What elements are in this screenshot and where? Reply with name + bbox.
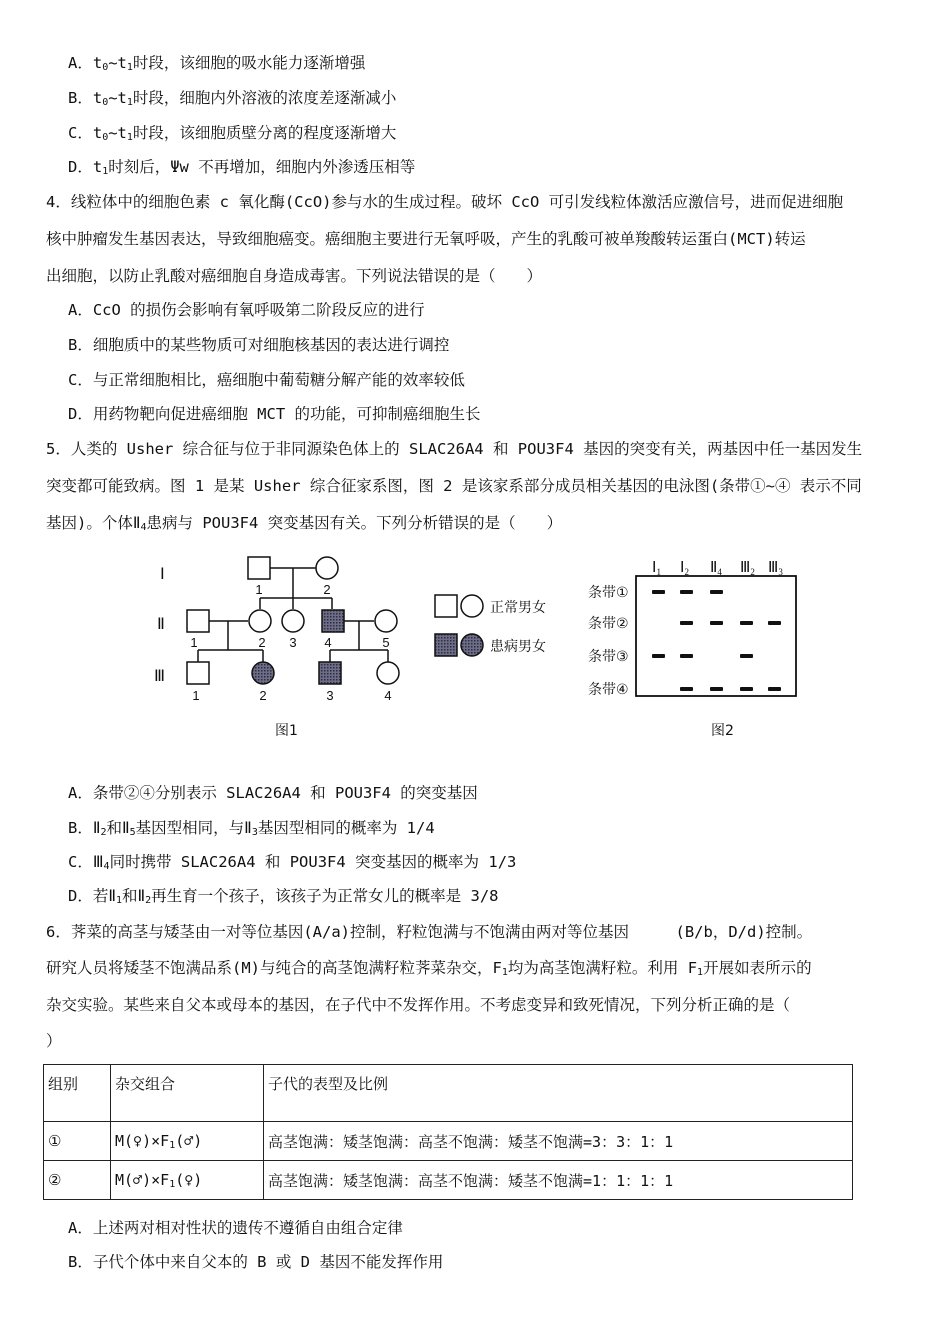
lane-label: $Ⅰ_1$	[652, 560, 661, 577]
band-row-label: 条带②	[588, 616, 629, 632]
gel-band	[710, 621, 723, 625]
gen-label-I: Ⅰ	[160, 566, 165, 583]
lane-label: $Ⅲ_3$	[768, 560, 783, 577]
pedigree-III2-female-affected	[252, 662, 274, 684]
gen-label-III: Ⅲ	[154, 668, 166, 685]
q6-stem-line-3: 杂交实验。某些来自父本或母本的基因，在子代中不发挥作用。不考虑变异和致死情况，下列分析正确的是（	[46, 996, 791, 1014]
cross-results-table	[43, 1064, 853, 1200]
q4-option-c: C．与正常细胞相比，癌细胞中葡萄糖分解产能的效率较低	[68, 371, 465, 389]
gel-band	[710, 590, 723, 594]
lane-label: $Ⅱ_4$	[710, 560, 722, 577]
q5-stem-line-2: 突变都可能致病。图 1 是某 Usher 综合征家系图，图 2 是该家系部分成员相关基因的电泳图(条带①~④ 表示不同	[46, 477, 862, 495]
pedigree-num: 1	[192, 688, 200, 703]
table-cell-cross: $M(♀)\times F_1(♂)$	[111, 1122, 264, 1161]
q4-stem-line-1: 4．线粒体中的细胞色素 c 氧化酶(CcO)参与水的生成过程。破坏 CcO 可引发线粒体激活应激信号，进而促进细胞	[46, 193, 844, 211]
pedigree-num: 5	[382, 635, 390, 650]
q3-option-a: A．$t_0\sim t_1$时段，该细胞的吸水能力逐渐增强	[68, 54, 366, 73]
pedigree-num: 4	[384, 688, 392, 703]
gel-band	[680, 590, 693, 594]
q5-option-b: B．$Ⅱ_2$和$Ⅱ_5$基因型相同，与$Ⅱ_3$基因型相同的概率为 1/4	[68, 819, 435, 838]
legend-affected-female-symbol	[461, 634, 483, 656]
legend-normal-female-symbol	[461, 595, 483, 617]
q6-option-a: A．上述两对相对性状的遗传不遵循自由组合定律	[68, 1219, 403, 1237]
legend-normal-label: 正常男女	[490, 600, 546, 616]
q5-stem-line-3: 基因)。个体$Ⅱ_4$患病与 POU3F4 突变基因有关。下列分析错误的是（ ）	[46, 514, 563, 533]
q3-option-b: B．$t_0\sim t_1$时段，细胞内外溶液的浓度差逐渐减小	[68, 89, 397, 108]
q4-option-b: B．细胞质中的某些物质可对细胞核基因的表达进行调控	[68, 336, 450, 354]
gel-band	[710, 687, 723, 691]
q6-option-b: B．子代个体中来自父本的 B 或 D 基因不能发挥作用	[68, 1253, 444, 1271]
q6-stem-line-4: ）	[46, 1032, 62, 1050]
band-row-label: 条带①	[588, 585, 629, 601]
pedigree-III3-male-affected	[319, 662, 341, 684]
band-row-label: 条带③	[588, 649, 629, 665]
legend-affected-male-symbol	[435, 634, 457, 656]
gel-band	[768, 687, 781, 691]
pedigree-II2-female	[249, 610, 271, 632]
pedigree-III1-male	[187, 662, 209, 684]
table-header-row	[44, 1065, 853, 1122]
table-cell-result: 高茎饱满：矮茎饱满：高茎不饱满：矮茎不饱满=3：3：1：1	[264, 1122, 853, 1161]
table-cell-group: ②	[44, 1161, 111, 1200]
q4-stem-line-3: 出细胞，以防止乳酸对癌细胞自身造成毒害。下列说法错误的是（ ）	[46, 267, 543, 285]
pedigree-num: 2	[323, 582, 331, 597]
figure-2-caption: 图2	[711, 723, 734, 739]
q6-stem-line-2: 研究人员将矮茎不饱满品系(M)与纯合的高茎饱满籽粒荠菜杂交，$F_1$均为高茎饱满籽粒。利用 $F_1$开展如表所示的	[46, 959, 812, 978]
pedigree-num: 1	[255, 582, 263, 597]
gel-band	[680, 654, 693, 658]
band-row-label: 条带④	[588, 682, 629, 698]
table-header-cell: 杂交组合	[111, 1065, 264, 1122]
lane-label: $Ⅰ_2$	[680, 560, 689, 577]
pedigree-num: 4	[324, 635, 332, 650]
q3-option-c: C．$t_0\sim t_1$时段，该细胞质壁分离的程度逐渐增大	[68, 124, 397, 143]
pedigree-num: 3	[326, 688, 334, 703]
pedigree-I2-female	[316, 557, 338, 579]
table-header-cell: 组别	[44, 1065, 111, 1122]
q5-option-c: C．$Ⅲ_4$同时携带 SLAC26A4 和 POU3F4 突变基因的概率为 1/3	[68, 853, 517, 872]
lane-label: $Ⅲ_2$	[740, 560, 755, 577]
table-cell-group: ①	[44, 1122, 111, 1161]
gel-band	[652, 590, 665, 594]
pedigree-I1-male	[248, 557, 270, 579]
gel-band	[768, 621, 781, 625]
legend-normal-male-symbol	[435, 595, 457, 617]
gel-band	[652, 654, 665, 658]
q4-option-d: D．用药物靶向促进癌细胞 MCT 的功能，可抑制癌细胞生长	[68, 405, 481, 423]
q3-option-d: D．$t_1$时刻后，Ψw 不再增加，细胞内外渗透压相等	[68, 158, 416, 177]
q4-stem-line-2: 核中肿瘤发生基因表达，导致细胞癌变。癌细胞主要进行无氧呼吸，产生的乳酸可被单羧酸转运蛋白(MCT)转运	[46, 230, 806, 248]
legend-affected-label: 患病男女	[490, 639, 546, 655]
table-cell-cross: $M(♂)\times F_1(♀)$	[111, 1161, 264, 1200]
figure-1-caption: 图1	[275, 723, 298, 739]
pedigree-III4-female	[377, 662, 399, 684]
q5-option-d: D．若$Ⅱ_1$和$Ⅱ_2$再生育一个孩子，该孩子为正常女儿的概率是 3/8	[68, 887, 499, 906]
gel-band	[740, 654, 753, 658]
table-row	[44, 1122, 853, 1161]
q5-option-a: A．条带②④分别表示 SLAC26A4 和 POU3F4 的突变基因	[68, 784, 478, 802]
table-cell-result: 高茎饱满：矮茎饱满：高茎不饱满：矮茎不饱满=1：1：1：1	[264, 1161, 853, 1200]
gen-label-II: Ⅱ	[157, 616, 165, 633]
table-row	[44, 1161, 853, 1200]
electrophoresis-figure	[588, 550, 818, 750]
gel-band	[740, 621, 753, 625]
pedigree-num: 2	[259, 688, 267, 703]
q6-stem-line-1: 6．荠菜的高茎与矮茎由一对等位基因(A/a)控制，籽粒饱满与不饱满由两对等位基因 (B/b，D/d)控制。	[46, 923, 813, 941]
pedigree-figure	[150, 550, 570, 750]
q4-option-a: A．CcO 的损伤会影响有氧呼吸第二阶段反应的进行	[68, 301, 425, 319]
pedigree-II5-female	[375, 610, 397, 632]
pedigree-num: 2	[258, 635, 266, 650]
table-header-cell: 子代的表型及比例	[264, 1065, 853, 1122]
pedigree-num: 1	[190, 635, 198, 650]
pedigree-num: 3	[289, 635, 297, 650]
pedigree-II1-male	[187, 610, 209, 632]
pedigree-II3-female	[282, 610, 304, 632]
pedigree-II4-male-affected	[322, 610, 344, 632]
gel-band	[680, 687, 693, 691]
gel-band	[680, 621, 693, 625]
q5-stem-line-1: 5．人类的 Usher 综合征与位于非同源染色体上的 SLAC26A4 和 POU3F4 基因的突变有关，两基因中任一基因发生	[46, 440, 863, 458]
gel-band	[740, 687, 753, 691]
